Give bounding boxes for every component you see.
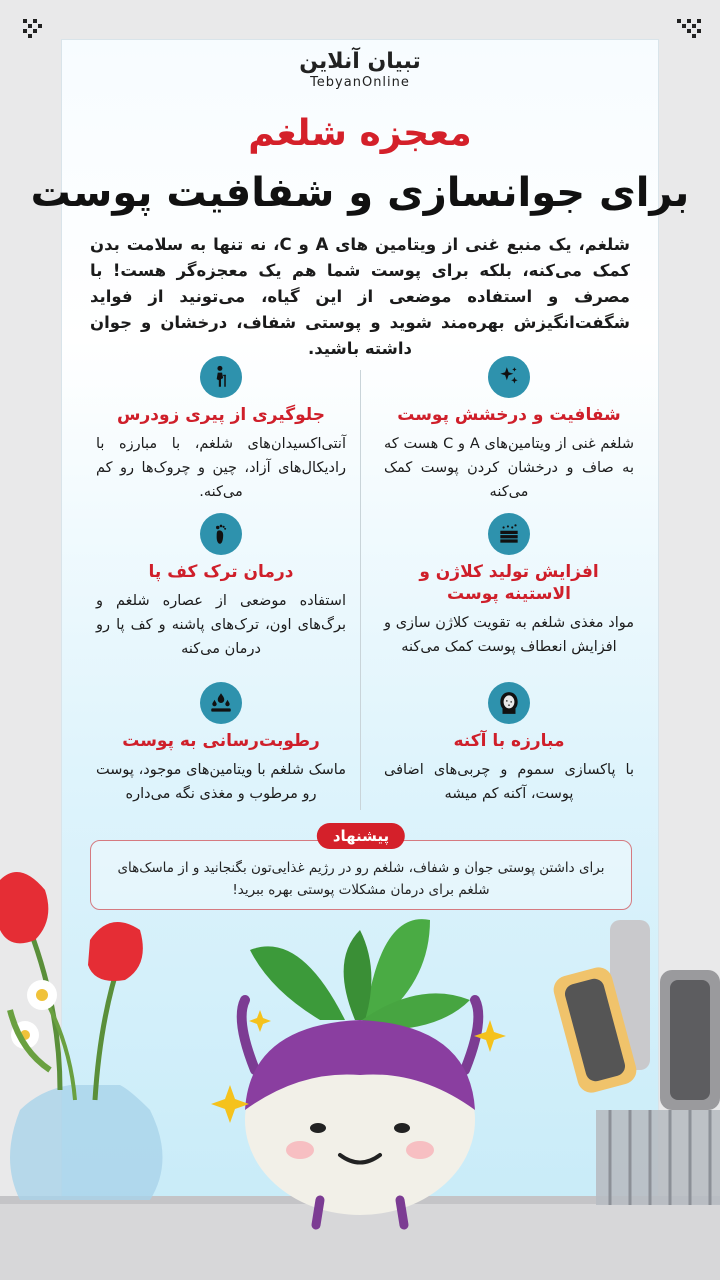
feature-text: با پاکسازی سموم و چربی‌های اضافی پوست، آکنه کم میشه — [384, 762, 634, 802]
footprint-icon — [200, 513, 242, 555]
illustration-scene — [0, 870, 720, 1280]
feature-title: شفافیت و درخشش پوست — [397, 405, 621, 425]
feature-title: افزایش تولید کلاژن و الاستینه پوست — [419, 562, 599, 604]
moisture-drops-icon — [200, 682, 242, 724]
feature-text: مواد مغذی شلغم به تقویت کلاژن سازی و افزایش انعطاف پوست کمک می‌کنه — [384, 615, 634, 655]
tip-text: برای داشتن پوستی جوان و شفاف، شلغم رو در رژیم غذایی‌تون بگنجانید و از ماسک‌های شلغم برای درمان مشکلات پوستی بهره ببرید! — [117, 860, 605, 898]
feature-anti-aging — [96, 356, 346, 504]
sparkle-icon — [488, 356, 530, 398]
turnip-character-illustration — [211, 919, 506, 1225]
feature-title: درمان ترک کف پا — [148, 562, 294, 582]
column-divider — [360, 370, 361, 810]
brand-logo[interactable] — [0, 50, 720, 92]
collagen-layers-icon — [488, 513, 530, 555]
feature-brightness — [384, 356, 634, 504]
logo-persian-text: تبیان آنلاین — [299, 49, 421, 74]
headline-primary: معجزه شلغم — [248, 113, 472, 154]
feature-moisturizing — [96, 682, 346, 806]
corner-ornament-top-left — [22, 18, 48, 44]
feature-text: شلغم غنی از ویتامین‌های A و C هست که به صاف و درخشان کردن پوست کمک می‌کنه — [384, 436, 634, 500]
feature-text: ماسک شلغم با ویتامین‌های موجود، پوست رو مرطوب و مغذی نگه می‌داره — [96, 762, 346, 802]
logo-english-text: TebyanOnline — [310, 75, 410, 90]
feature-text: استفاده موضعی از عصاره شلغم و برگ‌های اون، ترک‌های پاشنه و کف پا رو درمان می‌کنه — [96, 593, 346, 657]
feature-title: جلوگیری از پیری زودرس — [116, 405, 325, 425]
tulip-vase-illustration — [0, 872, 163, 1200]
feature-text: آنتی‌اکسیدان‌های شلغم، با مبارزه با رادیکال‌های آزاد، چین و چروک‌ها رو کم می‌کنه. — [96, 436, 346, 500]
corner-ornament-top-right — [676, 18, 702, 44]
feature-collagen — [384, 513, 634, 659]
headline-secondary: برای جوانسازی و شفافیت پوست — [30, 170, 690, 216]
intro-paragraph: شلغم، یک منبع غنی از ویتامین های A و C، نه تنها به سلامت بدن کمک می‌کنه، بلکه برای پوست شما هم یک معجزه‌گر هست! با مصرف و استفاده موضعی از این گیاه، می‌تونید از فواید شگفت‌انگیزش بهره‌مند شوید و پوستی شفاف، درخشان و جوان داشته باشید. — [90, 235, 630, 358]
feature-acne — [384, 682, 634, 806]
feature-title: رطوبت‌رسانی به پوست — [122, 731, 320, 751]
feature-title: مبارزه با آکنه — [453, 731, 565, 751]
hairbrush-holder-illustration — [550, 920, 720, 1205]
feature-heel-cracks — [96, 513, 346, 661]
acne-face-icon — [488, 682, 530, 724]
elderly-person-icon — [200, 356, 242, 398]
tip-label: پیشنهاد — [317, 823, 405, 849]
